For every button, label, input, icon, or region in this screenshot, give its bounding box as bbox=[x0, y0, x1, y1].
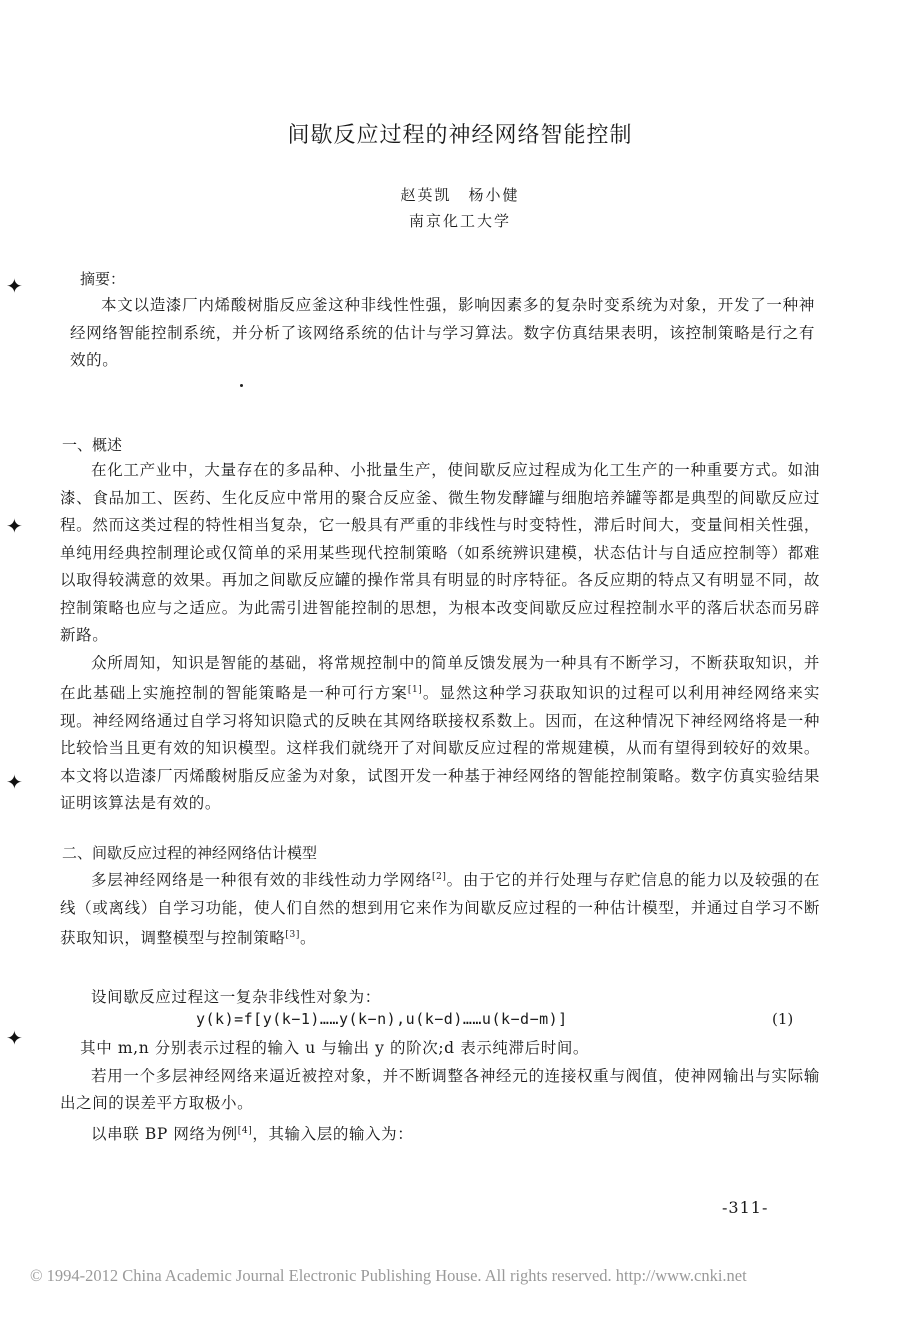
binder-mark-icon: ✦ bbox=[6, 274, 23, 298]
citation-3: [3] bbox=[285, 930, 300, 941]
section2-p1-text-b: 。由于它的并行处理与存贮信息的能力以及较强的在线（或离线）自学习功能，使人们自然的想到用它来作为间歇反应过程的一种估计模型，并通过自学习不断获取知识，调整模型与控制策略 bbox=[60, 871, 820, 948]
citation-2: [2] bbox=[431, 872, 447, 882]
section2-p1-text-a: 多层神经网络是一种很有效的非线性动力学网络 bbox=[91, 871, 432, 890]
section2-p5-text-a: 以串联 BP 网络为例 bbox=[91, 1124, 238, 1143]
paper-affiliation: 南京化工大学 bbox=[408, 212, 511, 230]
citation-1: [1] bbox=[407, 685, 423, 695]
section2-paragraph-5 bbox=[60, 1118, 820, 1149]
section2-paragraph-2: 设间歇反应过程这一复杂非线性对象为： bbox=[91, 988, 381, 1006]
binder-mark-icon: ✦ bbox=[6, 514, 23, 538]
binder-mark-icon: ✦ bbox=[6, 770, 23, 794]
section2-body-cont bbox=[60, 1035, 820, 1148]
speck-mark bbox=[240, 384, 243, 387]
section2-heading: 二、间歇反应过程的神经网络估计模型 bbox=[62, 844, 318, 862]
section2-paragraph-4: 若用一个多层神经网络来逼近被控对象，并不断调整各神经元的连接权重与阀值，使神网输出与实际输出之间的误差平方取极小。 bbox=[60, 1066, 820, 1112]
section2-intro-line bbox=[60, 984, 820, 1012]
section2-body bbox=[60, 864, 820, 953]
abstract-text: 本文以造漆厂内烯酸树脂反应釜这种非线性性强，影响因素多的复杂时变系统为对象，开发了一种神经网络智能控制系统，并分析了该网络系统的估计与学习算法。数字仿真结果表明，该控制策略是行之有效的。 bbox=[70, 296, 815, 369]
section1-p2-text-a: 众所周知，知识是智能的基础，将常规控制中的简单反馈发展为一种具有不断学习，不断获取知识，并在此基础上实施控制的智能策略是一种可行方案 bbox=[60, 653, 820, 703]
section2-paragraph-3: 其中 m,n 分别表示过程的输入 u 与输出 y 的阶次;d 表示纯滞后时间。 bbox=[80, 1039, 590, 1057]
citation-4: [4] bbox=[237, 1125, 253, 1136]
section1-paragraph-2 bbox=[60, 650, 820, 818]
copyright-footer: © 1994-2012 China Academic Journal Electronic Publishing House. All rights reserved. http://www.cnki.net bbox=[30, 1266, 747, 1285]
section2-p5-text-b: ，其输入层的输入为： bbox=[252, 1124, 414, 1143]
equation-1-number: (1) bbox=[772, 1010, 794, 1028]
section1-paragraph-1: 在化工产业中，大量存在的多品种、小批量生产，使间歇反应过程成为化工生产的一种重要方式。如油漆、食品加工、医药、生化反应中常用的聚合反应釜、微生物发酵罐与细胞培养罐等都是典型的间歇反应过程。然而这类过程的特性相当复杂，它一般具有严重的非线性与时变特性，滞后时间大，变量间相关性强，单纯用经典控制理论或仅简单的采用某些现代控制策略（如系统辨识建模，状态估计与自适应控制等）都难以取得较满意的效果。再加之间歇反应罐的操作常具有明显的时序特征。各反应期的特点又有明显不同，故控制策略也应与之适应。为此需引进智能控制的思想，为根本改变间歇反应过程控制水平的落后状态而另辟新路。 bbox=[60, 461, 820, 644]
paper-authors: 赵英凯 杨小健 bbox=[400, 186, 520, 204]
section2-paragraph-1 bbox=[60, 864, 820, 953]
paper-title: 间歇反应过程的神经网络智能控制 bbox=[287, 123, 633, 148]
section1-body bbox=[60, 457, 820, 818]
section1-p2-text-b: 。显然这种学习获取知识的过程可以利用神经网络来实现。神经网络通过自学习将知识隐式的反映在其网络联接权系数上。因而，在这种情况下神经网络将是一种比较恰当且更有效的知识模型。这样我们就绕开了对间歇反应过程的常规建模，从而有望得到较好的效果。本文将以造漆厂丙烯酸树脂反应釜为对象，试图开发一种基于神经网络的智能控制策略。数字仿真实验结果证明该算法是有效的。 bbox=[60, 684, 820, 813]
abstract-body bbox=[70, 292, 815, 375]
page-number: -311- bbox=[722, 1198, 769, 1217]
abstract-label: 摘要： bbox=[80, 270, 126, 288]
binder-mark-icon: ✦ bbox=[6, 1026, 23, 1050]
section1-heading: 一、概述 bbox=[62, 436, 123, 454]
section2-p1-text-c: 。 bbox=[299, 929, 317, 948]
equation-1: y(k)=f[y(k−1)……y(k−n),u(k−d)……u(k−d−m)] bbox=[196, 1010, 568, 1028]
